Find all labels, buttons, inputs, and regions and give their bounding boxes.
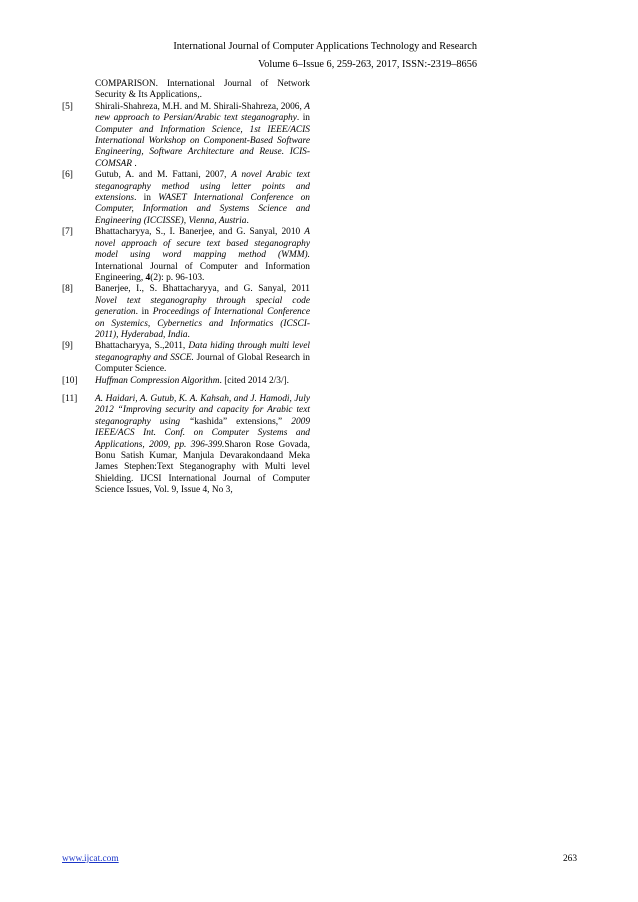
- reference-text-run: A novel approach of secure text based steganography model using word mapping method (WMM).: [95, 227, 310, 261]
- reference-text-run: Gutub, A. and M. Fattani, 2007,: [95, 170, 232, 181]
- reference-text-run: Bhattacharyya, S., I. Banerjee, and G. Sanyal, 2010: [95, 227, 305, 238]
- reference-text-run: . in: [296, 113, 310, 124]
- journal-title: International Journal of Computer Applications Technology and Research: [173, 41, 477, 52]
- reference-list: [62, 79, 310, 497]
- reference-item: [62, 376, 310, 387]
- reference-text: [95, 170, 310, 227]
- reference-text-run: kashida” extensions,”: [194, 416, 292, 427]
- reference-text-run: Huffman Compression Algorithm: [95, 375, 220, 386]
- reference-text: [95, 79, 310, 102]
- reference-text: [95, 394, 310, 497]
- reference-number: [10]: [62, 375, 78, 386]
- reference-number: [9]: [62, 341, 73, 352]
- reference-text-run: A. Haidari, A. Gutub, K. A. Kahsah, and J. Hamodi, July 2012 “Improving security and capacity for Arabic text steganography using “: [95, 393, 310, 427]
- reference-text-run: A new approach to Persian/Arabic text steganography: [95, 101, 310, 124]
- reference-item: [62, 79, 310, 102]
- reference-text-run: 2009 IEEE/ACS Int. Conf. on Computer Systems and Applications, 2009, pp. 396-399.: [95, 416, 310, 450]
- reference-number: [6]: [62, 170, 73, 181]
- reference-text-run: . in: [135, 307, 153, 318]
- reference-text-run: .: [131, 158, 137, 169]
- page-number: 263: [562, 854, 577, 864]
- reference-item: [62, 394, 310, 497]
- reference-item: [62, 102, 310, 170]
- volume-info: Volume 6–Issue 6, 259-263, 2017, ISSN:-2319–8656: [258, 59, 477, 70]
- reference-text: [95, 227, 310, 284]
- reference-text-run: . in: [134, 193, 159, 204]
- reference-text-run: Novel text steganography through special code generation: [95, 295, 310, 318]
- reference-item: [62, 227, 310, 284]
- journal-website-link[interactable]: www.ijcat.com: [62, 854, 119, 864]
- reference-text-run: Banerjee, I., S. Bhattacharyya, and G. Sanyal, 2011: [95, 284, 310, 295]
- reference-text-run: . [cited 2014 2/3/].: [219, 375, 290, 386]
- reference-text-run: Proceedings of International Conference on Systemics, Cybernetics and Informatics (ICSCI-2011), Hyderabad, India: [95, 307, 310, 340]
- reference-text-run: COMPARISON. International Journal of Network Security & Its Applications,.: [95, 79, 310, 101]
- reference-text-run: International Journal of Computer and Information Engineering,: [95, 261, 310, 283]
- reference-text-run: 4: [145, 272, 151, 283]
- reference-text-run: Journal of Global Research in Computer Science.: [95, 352, 310, 375]
- reference-item: [62, 170, 310, 227]
- reference-text-run: (2): p. 96-103.: [150, 272, 205, 283]
- reference-text-run: A novel Arabic text steganography method using letter points and extensions: [95, 170, 310, 204]
- reference-text-run: .: [187, 329, 190, 340]
- reference-text-run: Bhattacharyya, S.,2011,: [95, 341, 189, 352]
- reference-text-run: Data hiding through multi level steganography and SSCE.: [95, 341, 310, 363]
- reference-item: [62, 284, 310, 341]
- reference-text: [95, 341, 310, 375]
- reference-text-run: WASET International Conference on Computer, Information and Systems Science and Engineering (ICCISSE), Vienna, Austria: [95, 193, 310, 226]
- reference-number: [7]: [62, 227, 73, 238]
- reference-text-run: .: [246, 215, 249, 226]
- reference-text-run: Sharon Rose Govada, Bonu Satish Kumar, Manjula Devarakondaand Meka James Stephen:Text Steganography with Multi level Shielding. IJCSI International Journal of Computer Science Issues, Vol. 9, Issue 4, No 3,: [95, 439, 311, 496]
- reference-text: [95, 376, 310, 387]
- reference-number: [5]: [62, 101, 73, 112]
- reference-text: [95, 284, 310, 341]
- page-header: [173, 38, 477, 74]
- reference-text-run: Computer and Information Science, 1st IEEE/ACIS International Workshop on Component-Based Software Engineering, Software Architecture and Reuse. ICIS-COMSAR: [95, 124, 310, 169]
- reference-item: [62, 341, 310, 375]
- reference-number: [11]: [62, 393, 78, 404]
- reference-number: [8]: [62, 284, 73, 295]
- reference-text-run: Shirali-Shahreza, M.H. and M. Shirali-Shahreza, 2006,: [95, 101, 305, 112]
- reference-text: [95, 102, 310, 170]
